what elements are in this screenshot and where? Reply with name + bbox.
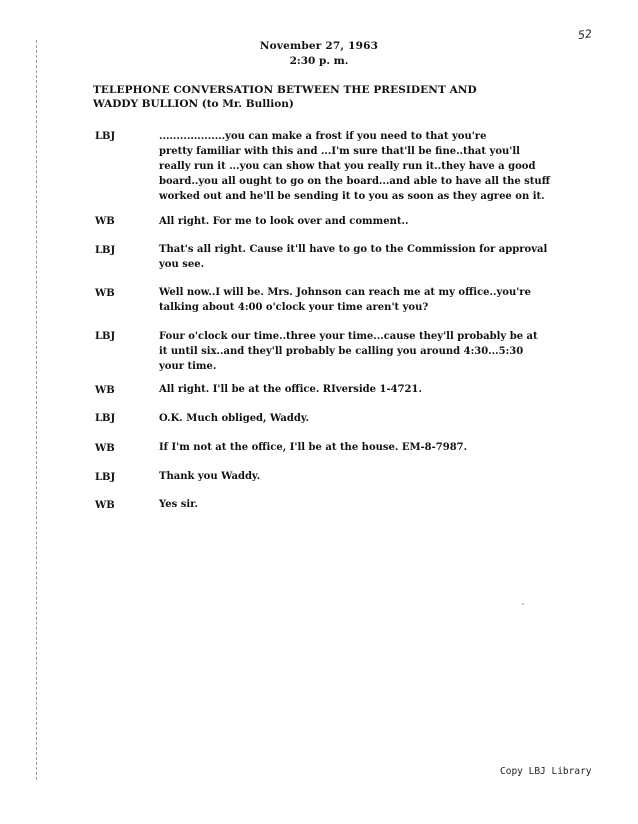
speaker-label: WB bbox=[95, 443, 115, 454]
page-number: 52 bbox=[577, 27, 593, 42]
document-title-line-2: WADDY BULLION (to Mr. Bullion) bbox=[93, 98, 294, 110]
speaker-label: WB bbox=[95, 216, 115, 227]
speech-text: If I'm not at the office, I'll be at the house. EM-8-7987. bbox=[159, 442, 468, 453]
document-time: 2:30 p. m. bbox=[289, 55, 349, 67]
speaker-label: WB bbox=[95, 385, 115, 396]
speech-text: O.K. Much obliged, Waddy. bbox=[159, 413, 309, 424]
scan-speck bbox=[522, 603, 524, 605]
speaker-label: LBJ bbox=[95, 331, 116, 342]
speech-text: Well now..I will be. Mrs. Johnson can reach me at my office..you're talking about 4:00 o'clock your time aren't you? bbox=[159, 287, 531, 313]
speaker-label: LBJ bbox=[95, 413, 116, 424]
speaker-label: LBJ bbox=[95, 245, 116, 256]
speech-text: All right. For me to look over and comment.. bbox=[159, 216, 409, 227]
left-margin-rule bbox=[36, 40, 37, 780]
speech-text: Four o'clock our time..three your time...cause they'll probably be at it until six..and they'll probably be calling you around 4:30...5:30 your time. bbox=[159, 331, 538, 372]
speech-text: That's all right. Cause it'll have to go to the Commission for approval you see. bbox=[159, 244, 548, 270]
speaker-label: WB bbox=[95, 500, 115, 511]
speech-text: Thank you Waddy. bbox=[159, 471, 261, 482]
speech-text: ...................you can make a frost if you need to that you're pretty familiar with this and ...I'm sure that'll be fine..that you'll really run it ...you can show that you really run it..they have a good board..you all ought to go on the board...and able to have all the stuff worked out and he'll be sending it to you as soon as they agree on it. bbox=[159, 131, 550, 202]
speaker-label: LBJ bbox=[95, 131, 116, 142]
speaker-label: LBJ bbox=[95, 472, 116, 483]
speech-text: All right. I'll be at the office. RIverside 1-4721. bbox=[159, 384, 422, 395]
speech-text: Yes sir. bbox=[159, 499, 199, 510]
library-footer: Copy LBJ Library bbox=[500, 766, 592, 777]
document-title-line-1: TELEPHONE CONVERSATION BETWEEN THE PRESIDENT AND bbox=[93, 84, 477, 96]
document-date: November 27, 1963 bbox=[259, 40, 379, 52]
speaker-label: WB bbox=[95, 288, 115, 299]
